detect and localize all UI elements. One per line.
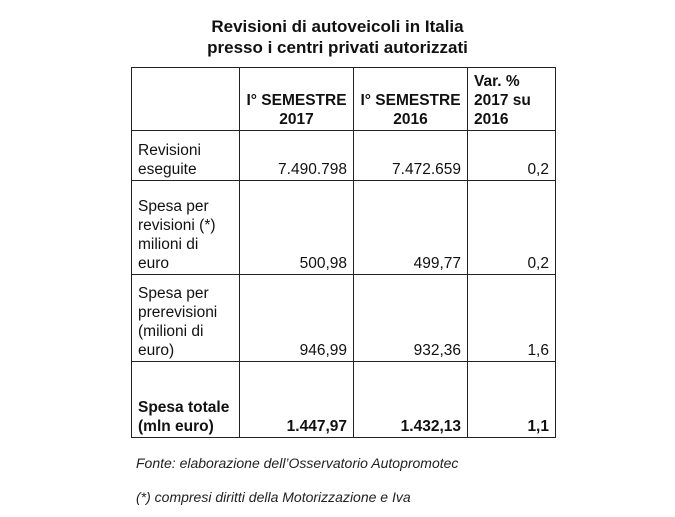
cell-2017: 946,99 (240, 275, 354, 362)
cell-2016: 7.472.659 (354, 131, 468, 181)
row-label: Spesa per revisioni (*) milioni di euro (132, 181, 240, 275)
cell-var: 0,2 (468, 131, 556, 181)
footnote: (*) compresi diritti della Motorizzazione e Iva (136, 489, 411, 505)
row-label: Revisioni eseguite (132, 131, 240, 181)
title-line-2: presso i centri privati autorizzati (207, 38, 468, 57)
cell-2016: 932,36 (354, 275, 468, 362)
table-title (0, 16, 675, 58)
cell-2017: 1.447,97 (240, 362, 354, 438)
header-row (132, 68, 556, 131)
data-table (131, 67, 556, 438)
source-note: Fonte: elaborazione dell’Osservatorio Autopromotec (136, 455, 459, 471)
table-row (132, 131, 556, 181)
header-cell-empty (132, 68, 240, 131)
cell-var: 0,2 (468, 181, 556, 275)
cell-2016: 1.432,13 (354, 362, 468, 438)
table-row (132, 181, 556, 275)
title-line-1: Revisioni di autoveicoli in Italia (211, 17, 464, 36)
header-cell-var: Var. % 2017 su 2016 (468, 68, 556, 131)
cell-2017: 500,98 (240, 181, 354, 275)
row-label: Spesa per prerevisioni (milioni di euro) (132, 275, 240, 362)
header-cell-sem-2016: I° SEMESTRE 2016 (354, 68, 468, 131)
header-cell-sem-2017: I° SEMESTRE 2017 (240, 68, 354, 131)
row-label: Spesa totale (mln euro) (132, 362, 240, 438)
cell-2017: 7.490.798 (240, 131, 354, 181)
cell-var: 1,6 (468, 275, 556, 362)
cell-var: 1,1 (468, 362, 556, 438)
table-row-total (132, 362, 556, 438)
cell-2016: 499,77 (354, 181, 468, 275)
table-row (132, 275, 556, 362)
